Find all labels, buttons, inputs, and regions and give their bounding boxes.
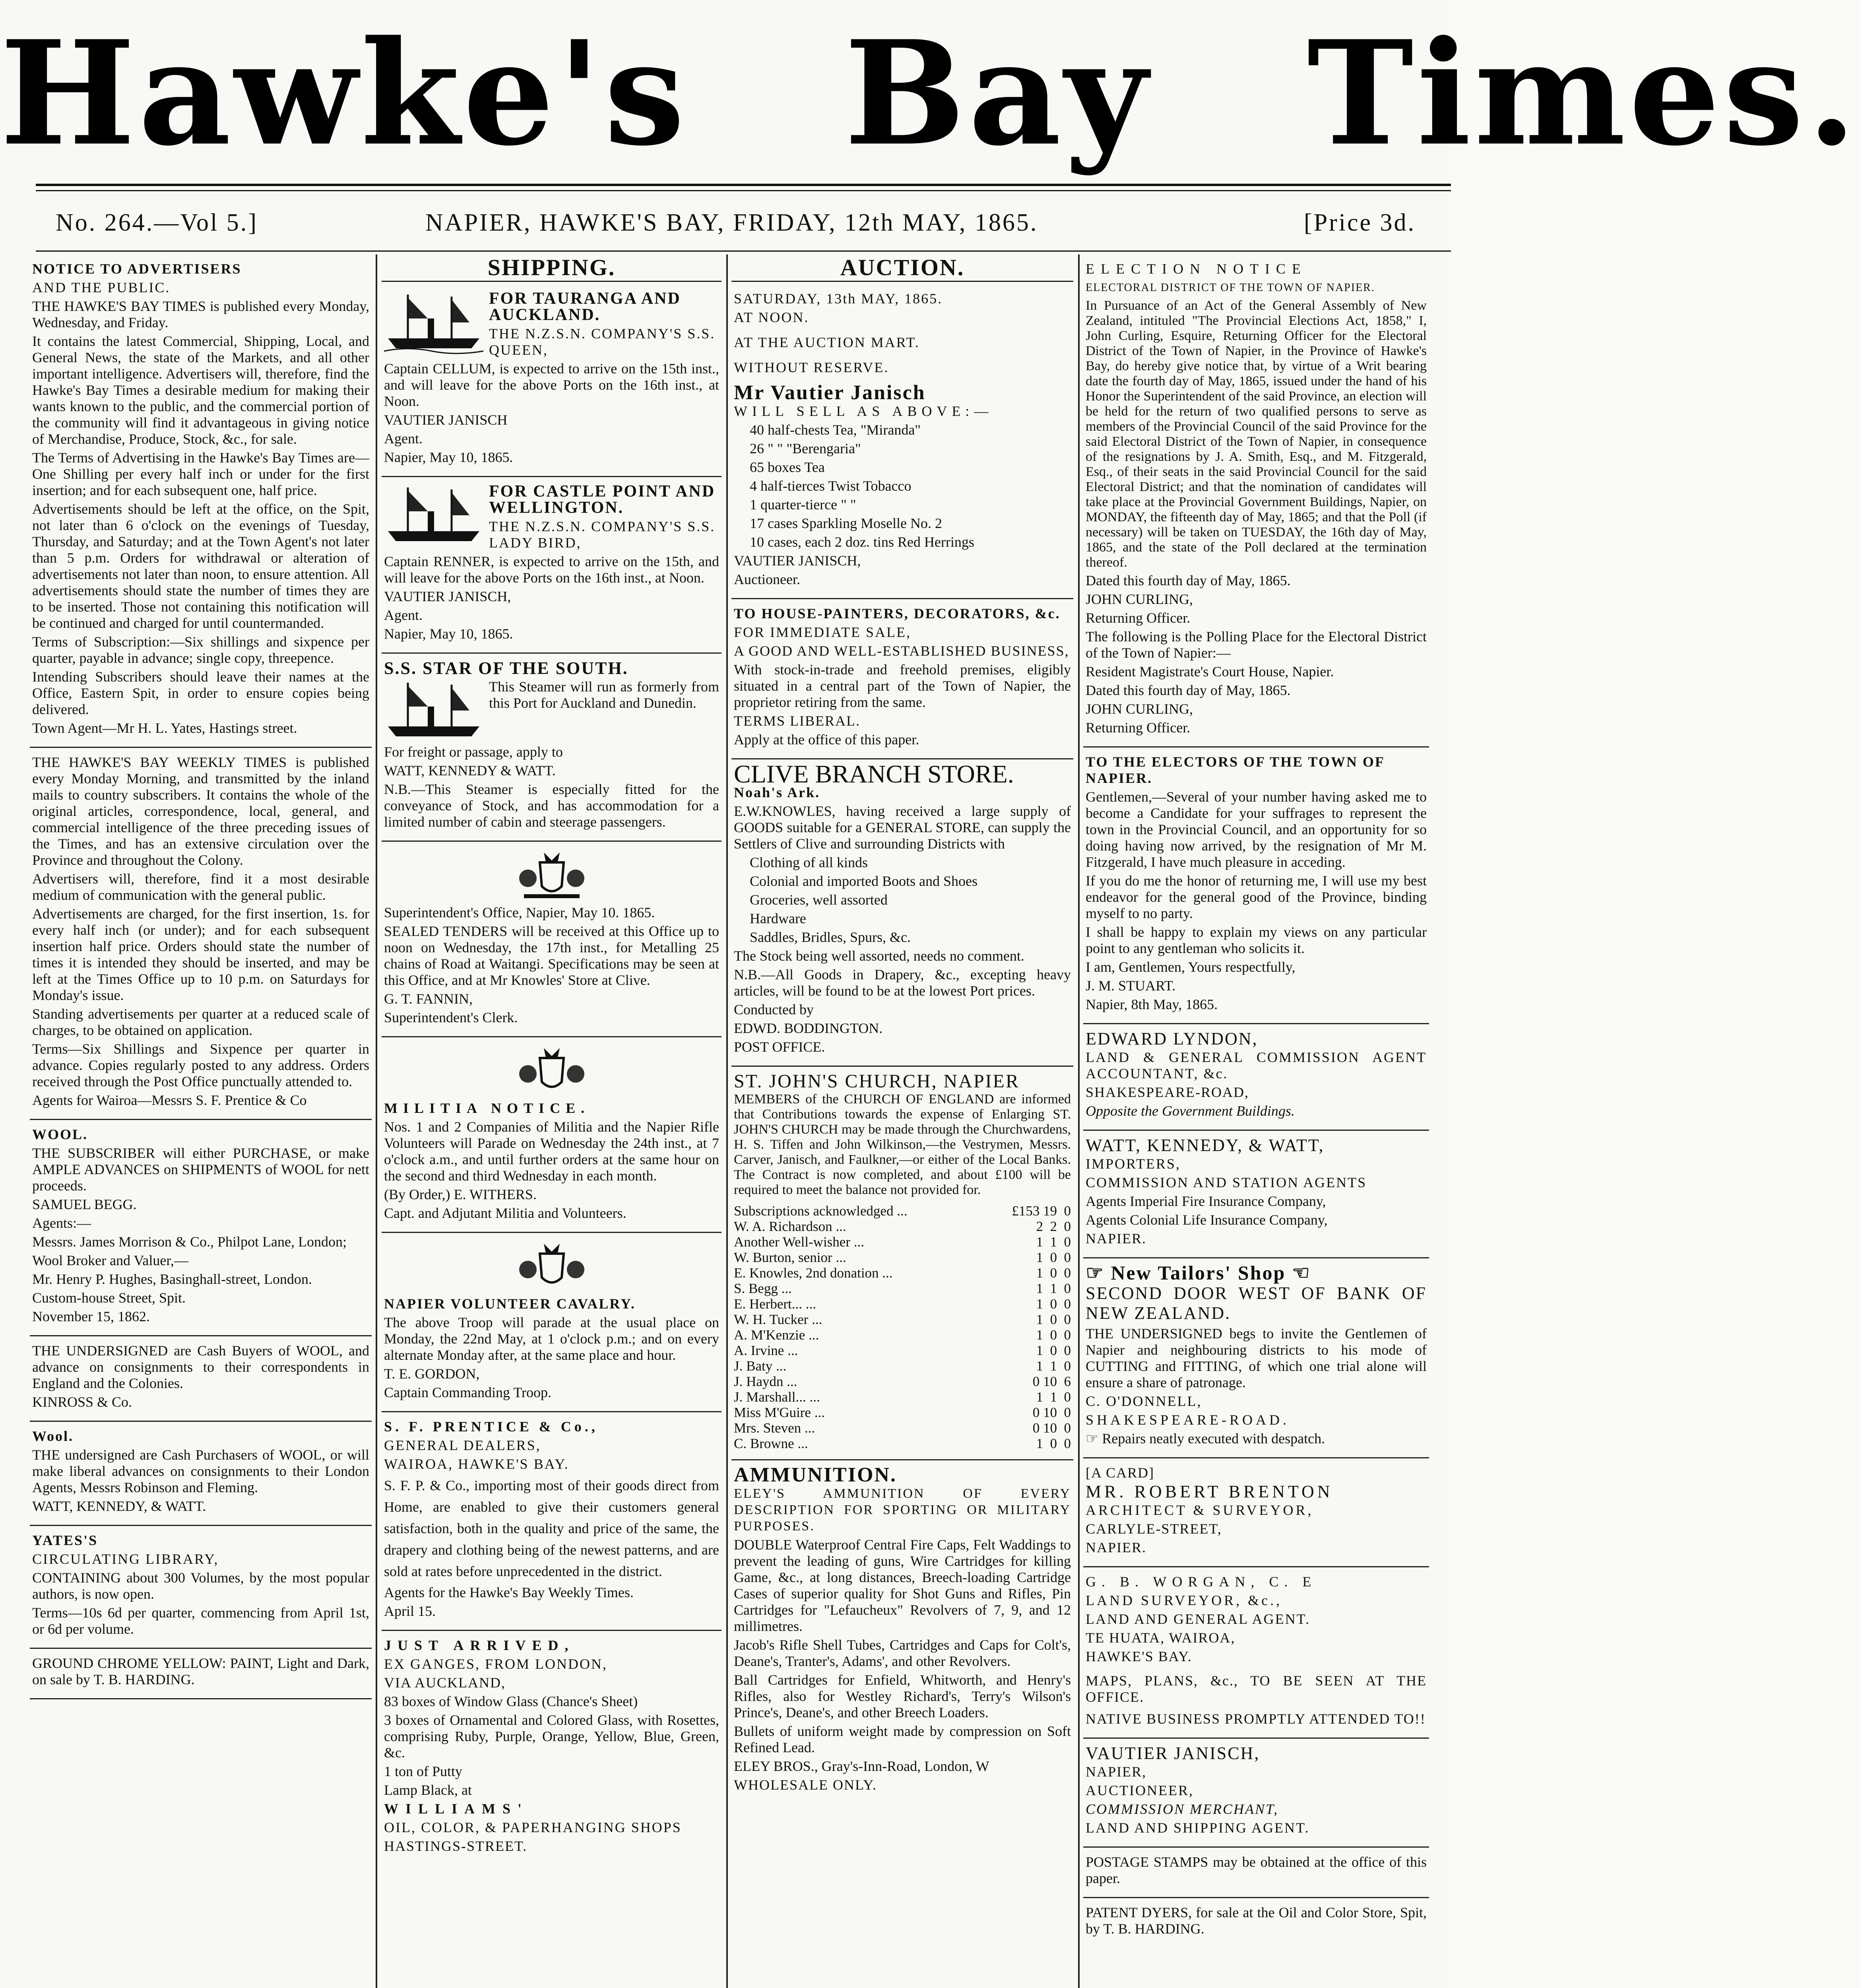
ad-extra-line: Messrs. James Morrison & Co., Philpot Lane, London; <box>32 1234 347 1250</box>
table-row <box>734 1374 1071 1389</box>
election-text2: The following is the Polling Place for the Electoral District of the Town of Napier:— <box>1086 629 1427 661</box>
ad-paragraph: THE undersigned are Cash Purchasers of WOOL, or will make liberal advances on consignments to their London Agents, Messrs Robinson and Fleming. <box>32 1447 369 1495</box>
prentice-date: April 15. <box>384 1603 436 1619</box>
janisch-line5: LAND AND SHIPPING AGENT. <box>1086 1820 1310 1836</box>
subscription-amount: 0 10 6 <box>1032 1374 1071 1389</box>
list-item: 4 half-tierces Twist Tobacco <box>750 478 912 494</box>
ad-heading: YATES'S <box>32 1532 98 1548</box>
brenton-line2: ARCHITECT & SURVEYOR, <box>1086 1502 1314 1518</box>
election-text: In Pursuance of an Act of the General Assembly of New Zealand, intituled "The Provincial Elections Act, 1858," I, John Curling, Esquire, Returning Officer for the Electoral District of the Town of Napier, in the Province of Hawke's Bay, do hereby give notice that, by virtue of a Writ bearing date the fourth day of May, 1865, issued under the hand of his Honor the Superintendent of the said Province, an election will be held for the return of two qualified persons to serve as members of the Provincial Council of the said Province for the said Electoral District of the Town of Napier, in consequence of the resignations by J. A. Smith, Esq., and M. Fitzgerald, Esq., of their seats in the said Provincial Council for the said Electoral District; and that the nomination of candidates will take place at the Provincial Government Buildings, Napier, on MONDAY, the fifteenth day of May, 1865; and that the Poll (if necessary) will be taken on TUESDAY, the 16th day of May, 1865, and the state of the Poll declared at the termination thereof. <box>1086 298 1427 570</box>
ship-title: FOR CASTLE POINT AND WELLINGTON. <box>489 482 716 517</box>
ship-date: Napier, May 10, 1865. <box>384 626 513 642</box>
ammo-paras <box>734 1537 1071 1774</box>
royal-crest-icon <box>512 850 592 902</box>
table-row <box>734 1389 1071 1405</box>
auction-role: Auctioneer. <box>734 571 800 587</box>
cavalry-sign: T. E. GORDON, <box>384 1366 480 1382</box>
auction-will-sell: WILL SELL AS ABOVE:— <box>734 403 993 419</box>
subscriber-name: A. Irvine ... <box>734 1343 798 1358</box>
subscription-amount: 1 0 0 <box>1036 1436 1071 1451</box>
ship-role: Agent. <box>384 607 423 623</box>
subscriber-name: Another Well-wisher ... <box>734 1234 864 1250</box>
ship-agent: VAUTIER JANISCH, <box>384 588 511 604</box>
list-item: Hardware <box>750 911 806 926</box>
clive-po: POST OFFICE. <box>734 1039 825 1055</box>
electors-text: Gentlemen,—Several of your number having asked me to become a Candidate for your suffrages to represent the town in the Provincial Council, and an opportunity for so doing having now arrived, by the resignation of Mr M. Fitzgerald, I have much pleasure in acceding. <box>1086 789 1427 870</box>
auction-auctioneer: Mr Vautier Janisch <box>734 381 926 404</box>
ad-church <box>731 1067 1073 1460</box>
subscription-amount: 1 0 0 <box>1036 1327 1071 1343</box>
price: [Price 3d. <box>1304 209 1416 236</box>
ad-paragraph: Standing advertisements per quarter at a reduced scale of charges, to be obtained on application. <box>32 1006 369 1038</box>
clive-sub: Noah's Ark. <box>734 784 820 800</box>
watt-line3: COMMISSION AND STATION AGENTS <box>1086 1175 1367 1190</box>
ship-vessel: THE N.Z.S.N. COMPANY'S S.S. LADY BIRD, <box>489 518 716 551</box>
table-row <box>734 1234 1071 1250</box>
tailor-road: SHAKESPEARE-ROAD. <box>1086 1412 1290 1428</box>
electors-sign: J. M. STUART. <box>1086 978 1176 994</box>
ad-notice <box>30 1526 372 1649</box>
subscriber-name: W. H. Tucker ... <box>734 1312 822 1327</box>
ad-notice <box>30 1649 372 1699</box>
auction-heading: AUCTION. <box>731 254 1073 282</box>
prentice-text: S. F. P. & Co., importing most of their goods direct from Home, are enabled to give their customers general satisfaction, both in the quality and price of the same, the drapery and clothing being of the newest patterns, and are sold at rates before unprecedented in the district. <box>384 1477 719 1579</box>
list-item: Jacob's Rifle Shell Tubes, Cartridges and Caps for Colt's, Deane's, Tranter's, Adams', and other Revolvers. <box>734 1637 1071 1669</box>
ad-notice <box>30 748 372 1120</box>
ship-apply: For freight or passage, apply to <box>384 744 563 760</box>
ad-just-arrived <box>382 1631 722 1865</box>
list-item: Groceries, well assorted <box>750 892 888 908</box>
subscription-amount: 1 1 0 <box>1036 1389 1071 1405</box>
table-row <box>734 1203 1071 1219</box>
tailor-line2: SECOND DOOR WEST OF BANK OF NEW ZEALAND. <box>1086 1283 1427 1323</box>
ad-paragraph: Terms—Six Shillings and Sixpence per quarter in advance. Copies regularly posted to any address. Orders received through the Post Office punctually attended to. <box>32 1041 369 1089</box>
table-row <box>734 1358 1071 1374</box>
arrived-items <box>384 1693 719 1798</box>
ad-paragraph: GROUND CHROME YELLOW: PAINT, Light and Dark, on sale by T. B. HARDING. <box>32 1655 369 1687</box>
subscriber-name: W. A. Richardson ... <box>734 1219 846 1234</box>
arrived-line1: EX GANGES, FROM LONDON, <box>384 1656 608 1672</box>
arrived-line2: VIA AUCKLAND, <box>384 1675 506 1691</box>
list-item: Bullets of uniform weight made by compression on Soft Refined Lead. <box>734 1723 1071 1755</box>
ad-paragraph: Terms of Subscription:—Six shillings and sixpence per quarter, payable in advance; single copy, threepence. <box>32 634 369 666</box>
tailor-title: ☞ New Tailors' Shop ☜ <box>1086 1262 1311 1284</box>
ad-stamps <box>1083 1848 1429 1898</box>
painters-title: TO HOUSE-PAINTERS, DECORATORS, &c. <box>734 606 1061 621</box>
tender-text: SEALED TENDERS will be received at this Office up to noon on Wednesday, the 17th inst., for Metalling 25 chains of Road at Waitangi. Specifications may be seen at this Office, and at Mr Knowles' Store at Clive. <box>384 923 719 988</box>
watt-name: WATT, KENNEDY, & WATT, <box>1086 1136 1325 1155</box>
table-row <box>734 1343 1071 1358</box>
list-item: Clothing of all kinds <box>750 854 868 870</box>
table-row <box>734 1219 1071 1234</box>
brenton-line3: CARLYLE-STREET, <box>1086 1521 1222 1537</box>
watt-line4: Agents Imperial Fire Insurance Company, <box>1086 1193 1326 1209</box>
auction-mart: AT THE AUCTION MART. <box>734 334 920 350</box>
list-item: Lamp Black, at <box>384 1782 472 1798</box>
ad-paragraph: Town Agent—Mr H. L. Yates, Hastings street. <box>32 720 297 736</box>
masthead: Hawke's Bay Times. <box>0 9 1860 177</box>
ad-castle-point <box>382 477 722 654</box>
ship-text: This Steamer will run as formerly from this Port for Auckland and Dunedin. <box>489 679 719 711</box>
auction-items <box>734 422 1071 550</box>
ad-vautier-janisch <box>1083 1739 1429 1848</box>
ad-electors <box>1083 747 1429 1024</box>
ad-tailors <box>1083 1258 1429 1458</box>
lyndon-name: EDWARD LYNDON, <box>1086 1029 1258 1048</box>
subscription-amount: 0 10 0 <box>1032 1405 1071 1420</box>
column-4 <box>1083 254 1429 1988</box>
painters-biz: A GOOD AND WELL-ESTABLISHED BUSINESS, <box>734 643 1069 659</box>
table-row <box>734 1327 1071 1343</box>
list-item: DOUBLE Waterproof Central Fire Caps, Felt Waddings to prevent the leading of guns, Wire Cartridges for killing Game, &c., at long distances, Breech-loading Cartridge Cases of superior quality for Shot Guns and Rifles, Pin Cartridges for "Lefaucheux" Revolvers of 7, 9, and 12 millimetres. <box>734 1537 1071 1634</box>
ad-paragraph: Advertisements are charged, for the first insertion, 1s. for every half inch (or under); and for each subsequent insertion half price. Orders should state the number of times it is intended they should be inserted, and may be left at the Times Office up to 10 p.m. on Saturdays for Monday's issue. <box>32 906 369 1003</box>
subscriber-name: J. Marshall... ... <box>734 1389 820 1405</box>
watt-line6: NAPIER. <box>1086 1231 1147 1246</box>
ad-signature: SAMUEL BEGG. <box>32 1196 137 1212</box>
watt-line2: IMPORTERS, <box>1086 1156 1181 1172</box>
list-item: 26 " " "Berengaria" <box>750 441 861 456</box>
election-dated2: Dated this fourth day of May, 1865. <box>1086 682 1291 698</box>
list-item: 3 boxes of Ornamental and Colored Glass, with Rosettes, comprising Ruby, Purple, Orange, Yellow, Blue, Green, &c. <box>384 1712 719 1761</box>
clive-sign: EDWD. BODDINGTON. <box>734 1020 883 1036</box>
ship-vessel: THE N.Z.S.N. COMPANY'S S.S. QUEEN, <box>489 326 716 358</box>
lyndon-line3: SHAKESPEARE-ROAD, <box>1086 1084 1249 1100</box>
ad-paragraph: CONTAINING about 300 Volumes, by the most popular authors, is now open. <box>32 1570 369 1602</box>
subscription-amount: 2 2 0 <box>1036 1219 1071 1234</box>
worgan-line6: MAPS, PLANS, &c., TO BE SEEN AT THE OFFICE. <box>1086 1673 1427 1705</box>
ad-paragraph: It contains the latest Commercial, Shipping, Local, and General News, the state of the Markets, and all other important intelligence. Advertisers will, therefore, find the Hawke's Bay Times a desirable medium for making their wants known to the public, and the commercial portion of the community will find it advantageous in giving notice of Merchandise, Produce, Stock, &c., for sale. <box>32 333 369 447</box>
ad-notice <box>30 254 372 748</box>
lyndon-line4: Opposite the Government Buildings. <box>1086 1103 1295 1119</box>
ad-paragraph: THE UNDERSIGNED are Cash Buyers of WOOL, and advance on consignments to their correspondents in England and the Colonies. <box>32 1343 369 1391</box>
ad-paragraph: Advertisers will, therefore, find it a most desirable medium of communication with the general public. <box>32 871 369 903</box>
prentice-line2: GENERAL DEALERS, <box>384 1437 541 1453</box>
subscription-amount: 1 1 0 <box>1036 1281 1071 1296</box>
ad-notice <box>30 1422 372 1526</box>
table-row <box>734 1405 1071 1420</box>
ad-subheading: AND THE PUBLIC. <box>32 280 171 295</box>
table-row <box>734 1420 1071 1436</box>
militia-sign: (By Order,) E. WITHERS. <box>384 1186 537 1202</box>
election-sign: JOHN CURLING, <box>1086 591 1193 607</box>
subscription-amount: 0 10 0 <box>1032 1420 1071 1436</box>
watt-line5: Agents Colonial Life Insurance Company, <box>1086 1212 1328 1228</box>
electors-text2: If you do me the honor of returning me, I will use my best endeavor for the general good of the Province, binding myself to no party. <box>1086 873 1427 921</box>
janisch-name: VAUTIER JANISCH, <box>1086 1743 1260 1763</box>
ad-election <box>1083 254 1429 747</box>
worgan-line2: LAND SURVEYOR, &c., <box>1086 1592 1282 1608</box>
subscription-amount: 1 1 0 <box>1036 1234 1071 1250</box>
column-rule <box>726 254 728 1988</box>
ad-extra-line: Agents:— <box>32 1215 91 1231</box>
subscriber-name: W. Burton, senior ... <box>734 1250 846 1265</box>
ad-watt-kennedy <box>1083 1131 1429 1258</box>
ad-extra-line: Custom-house Street, Spit. <box>32 1290 186 1306</box>
list-item: Saddles, Bridles, Spurs, &c. <box>750 929 911 945</box>
table-row <box>734 1250 1071 1265</box>
tailor-repairs: ☞ Repairs neatly executed with despatch. <box>1086 1431 1325 1446</box>
ship-text: Captain CELLUM, is expected to arrive on the 15th inst., and will leave for the above Ports on the 16th inst., at Noon. <box>384 361 719 409</box>
ship-agent: VAUTIER JANISCH <box>384 412 508 428</box>
clive-cond: Conducted by <box>734 1002 814 1017</box>
election-text3: Resident Magistrate's Court House, Napier. <box>1086 664 1334 679</box>
dateline-rule <box>36 250 1451 252</box>
worgan-name: G. B. WORGAN, C. E <box>1086 1574 1317 1590</box>
arrived-shop2: OIL, COLOR, & PAPERHANGING SHOPS <box>384 1819 682 1835</box>
ad-cavalry <box>382 1233 722 1412</box>
ad-worgan <box>1083 1567 1429 1739</box>
ad-brenton <box>1083 1458 1429 1567</box>
electors-title: TO THE ELECTORS OF THE TOWN OF NAPIER. <box>1086 754 1385 786</box>
janisch-line3: AUCTIONEER, <box>1086 1782 1194 1798</box>
ad-paragraph: Terms—10s 6d per quarter, commencing from April 1st, or 6d per volume. <box>32 1605 369 1637</box>
electors-close: I am, Gentlemen, Yours respectfully, <box>1086 959 1296 975</box>
subscriber-name: Miss M'Guire ... <box>734 1405 825 1420</box>
arrived-street: HASTINGS-STREET. <box>384 1838 528 1854</box>
ad-notice <box>30 1336 372 1422</box>
ad-lyndon <box>1083 1024 1429 1131</box>
ad-paragraph: Agents for Wairoa—Messrs S. F. Prentice & Co <box>32 1092 307 1108</box>
militia-role: Capt. and Adjutant Militia and Volunteers. <box>384 1205 626 1221</box>
ad-paragraph: Intending Subscribers should leave their names at the Office, Eastern Spit, in order to ensure copies being delivered. <box>32 669 369 717</box>
ad-tenders <box>382 842 722 1037</box>
election-sub: ELECTORAL DISTRICT OF THE TOWN OF NAPIER. <box>1086 282 1375 294</box>
ad-extra-line: November 15, 1862. <box>32 1309 150 1324</box>
auction-reserve: WITHOUT RESERVE. <box>734 359 889 375</box>
column-3 <box>731 254 1073 1988</box>
double-rule-top <box>36 184 1451 186</box>
table-row <box>734 1265 1071 1281</box>
ship-role: Agent. <box>384 431 423 447</box>
auction-date: SATURDAY, 13th MAY, 1865. <box>734 291 943 307</box>
ad-star-of-south <box>382 654 722 842</box>
electors-text3: I shall be happy to explain my views on any particular point to any gentleman who solicits it. <box>1086 924 1427 956</box>
subscription-amount: 1 1 0 <box>1036 1358 1071 1374</box>
ship-title: S.S. STAR OF THE SOUTH. <box>384 658 628 678</box>
list-item: ELEY BROS., Gray's-Inn-Road, London, W <box>734 1758 989 1774</box>
ad-paragraph: THE HAWKE'S BAY WEEKLY TIMES is published every Monday Morning, and transmitted by the inland mails to country subscribers. It contains the whole of the original articles, correspondence, local, general, and commercial intelligence of the three preceding issues of the Times, and has an extensive circulation over the Province and throughout the Colony. <box>32 754 369 868</box>
lyndon-line2: LAND & GENERAL COMMISSION AGENT ACCOUNTANT, &c. <box>1086 1049 1427 1081</box>
subscriber-name: J. Baty ... <box>734 1358 787 1374</box>
ship-agent: WATT, KENNEDY & WATT. <box>384 763 556 779</box>
painters-sale: FOR IMMEDIATE SALE, <box>734 624 912 640</box>
subscriber-name: A. M'Kenzie ... <box>734 1327 819 1343</box>
ad-militia <box>382 1037 722 1233</box>
ship-date: Napier, May 10, 1865. <box>384 449 513 465</box>
list-item: 10 cases, each 2 doz. tins Red Herrings <box>750 534 974 550</box>
royal-crest-icon <box>512 1242 592 1293</box>
tender-sign: G. T. FANNIN, <box>384 991 473 1007</box>
cavalry-text: The above Troop will parade at the usual place on Monday, the 22nd May, at 1 o'clock p.m.; and on every alternate Monday after, at the same place and hour. <box>384 1314 719 1363</box>
column-1 <box>30 254 372 1988</box>
ammo-title: AMMUNITION. <box>734 1464 897 1486</box>
janisch-line4: COMMISSION MERCHANT, <box>1086 1801 1279 1817</box>
ad-dyers <box>1083 1898 1429 1947</box>
list-item: 1 quarter-tierce " " <box>750 497 856 513</box>
brenton-card: [A CARD] <box>1086 1465 1155 1481</box>
ad-heading: NOTICE TO ADVERTISERS <box>32 261 242 277</box>
tender-office: Superintendent's Office, Napier, May 10. 1865. <box>384 905 655 920</box>
church-title: ST. JOHN'S CHURCH, NAPIER <box>734 1071 1020 1092</box>
ad-paragraph: Advertisements should be left at the office, on the Spit, not later than 6 o'clock on the evenings of Tuesday, Thursday, and Saturday; and at the Town Agent's not later than 5 p.m. Orders for withdrawal or alteration of advertisements not later than noon, to ensure attention. All advertisements should state the number of times they are to be inserted. Those not containing this notification will be continued and charged for until countermanded. <box>32 501 369 631</box>
janisch-line2: NAPIER, <box>1086 1764 1147 1780</box>
ad-extra-line: Wool Broker and Valuer,— <box>32 1252 188 1268</box>
dateline <box>40 209 1455 252</box>
electors-date: Napier, 8th May, 1865. <box>1086 996 1218 1012</box>
subscription-amount: 1 0 0 <box>1036 1265 1071 1281</box>
ad-extra-line: Mr. Henry P. Hughes, Basinghall-street, London. <box>32 1271 312 1287</box>
ship-title: FOR TAURANGA AND AUCKLAND. <box>489 289 681 324</box>
auction-sign: VAUTIER JANISCH, <box>734 553 861 569</box>
clive-text3: N.B.—All Goods in Drapery, &c., excepting heavy articles, will be found to be at the lowest Port prices. <box>734 967 1071 999</box>
list-item: 40 half-chests Tea, "Miranda" <box>750 422 921 438</box>
subscriber-name: Subscriptions acknowledged ... <box>734 1203 908 1219</box>
cavalry-role: Captain Commanding Troop. <box>384 1384 552 1400</box>
ship-text: Captain RENNER, is expected to arrive on the 15th, and will leave for the above Ports on the 16th inst., at Noon. <box>384 553 719 586</box>
ad-clive-store <box>731 759 1073 1067</box>
steamship-icon <box>384 679 483 742</box>
list-item: 83 boxes of Window Glass (Chance's Sheet) <box>384 1693 638 1709</box>
subscription-amount: 1 0 0 <box>1036 1312 1071 1327</box>
list-item: Colonial and imported Boots and Shoes <box>750 873 978 889</box>
ad-prentice <box>382 1412 722 1631</box>
prentice-title: S. F. PRENTICE & Co., <box>384 1419 598 1435</box>
subscriber-name: S. Begg ... <box>734 1281 792 1296</box>
clive-items <box>734 854 1071 945</box>
column-2 <box>382 254 722 1988</box>
ammo-wholesale: WHOLESALE ONLY. <box>734 1777 877 1793</box>
stamps-text: POSTAGE STAMPS may be obtained at the office of this paper. <box>1086 1854 1427 1886</box>
ad-heading: WOOL. <box>32 1126 88 1142</box>
list-item: 17 cases Sparkling Moselle No. 2 <box>750 515 942 531</box>
militia-text: Nos. 1 and 2 Companies of Militia and the Napier Rifle Volunteers will Parade on Wednesday the 24th inst., at 7 o'clock a.m., and until further orders at the same hour on the second and third Wednesday in each month. <box>384 1119 719 1184</box>
table-row <box>734 1312 1071 1327</box>
ad-paragraph: THE HAWKE'S BAY TIMES is published every Monday, Wednesday, and Friday. <box>32 298 369 330</box>
arrived-shop: WILLIAMS' <box>384 1801 529 1817</box>
list-item: 1 ton of Putty <box>384 1763 463 1779</box>
cavalry-title: NAPIER VOLUNTEER CAVALRY. <box>384 1296 636 1312</box>
subscriber-name: C. Browne ... <box>734 1436 808 1451</box>
ad-signature: WATT, KENNEDY, & WATT. <box>32 1498 206 1514</box>
militia-title: MILITIA NOTICE. <box>384 1100 590 1116</box>
election-role2: Returning Officer. <box>1086 720 1191 736</box>
election-sign2: JOHN CURLING, <box>1086 701 1193 717</box>
shipping-heading: SHIPPING. <box>382 254 722 282</box>
dateline-place: NAPIER, HAWKE'S BAY, FRIDAY, 12th MAY, 1865. <box>425 209 1038 236</box>
subscriber-name: E. Knowles, 2nd donation ... <box>734 1265 893 1281</box>
painters-text: With stock-in-trade and freehold premises, eligibly situated in a central part of the Town of Napier, the proprietor retiring from the same. <box>734 662 1071 710</box>
ad-subheading: CIRCULATING LIBRARY, <box>32 1551 219 1567</box>
ad-tauranga <box>382 284 722 477</box>
tender-role: Superintendent's Clerk. <box>384 1010 518 1025</box>
ship-note: N.B.—This Steamer is especially fitted for the conveyance of Stock, and has accommodation for a limited number of cabin and steerage passengers. <box>384 781 719 830</box>
double-rule-bottom <box>36 190 1451 191</box>
brenton-line4: NAPIER. <box>1086 1540 1147 1555</box>
clive-text: E.W.KNOWLES, having received a large supply of GOODS suitable for a GENERAL STORE, can supply the Settlers of Clive and surrounding Districts with <box>734 803 1071 852</box>
ad-signature: KINROSS & Co. <box>32 1394 132 1410</box>
subscription-amount: £153 19 0 <box>1012 1203 1071 1219</box>
table-row <box>734 1281 1071 1296</box>
church-text: MEMBERS of the CHURCH OF ENGLAND are informed that Contributions towards the expense of Enlarging ST. JOHN'S CHURCH may be made through the Churchwardens, H. S. Tiffen and John Wilkinson,—the Vestrymen, Messrs. Carver, Janisch, and Faulkner,—or either of the Local Banks. The Contract is now completed, and about £100 will be required to meet the balance not provided for. <box>734 1092 1071 1197</box>
subscriber-name: J. Haydn ... <box>734 1374 797 1389</box>
subscription-amount: 1 0 0 <box>1036 1343 1071 1358</box>
subscriptions-list <box>734 1203 1071 1451</box>
election-role: Returning Officer. <box>1086 610 1191 626</box>
dyers-text: PATENT DYERS, for sale at the Oil and Color Store, Spit, by T. B. HARDING. <box>1086 1905 1427 1937</box>
steamship-icon <box>384 291 483 354</box>
tailor-sign: C. O'DONNELL, <box>1086 1393 1202 1409</box>
subscription-amount: 1 0 0 <box>1036 1250 1071 1265</box>
column-rule <box>376 254 377 1988</box>
list-item: 65 boxes Tea <box>750 459 825 475</box>
prentice-agents: Agents for the Hawke's Bay Weekly Times. <box>384 1584 634 1600</box>
ad-paragraph: THE SUBSCRIBER will either PURCHASE, or make AMPLE ADVANCES on SHIPMENTS of WOOL for nett proceeds. <box>32 1145 369 1194</box>
steamship-icon <box>384 483 483 547</box>
column-rule <box>1078 254 1080 1988</box>
painters-terms: TERMS LIBERAL. <box>734 713 861 729</box>
list-item: Ball Cartridges for Enfield, Whitworth, and Henry's Rifles, also for Westley Richard's, Terry's Wilson's Prince's, Deane's, and other Breech Loaders. <box>734 1672 1071 1720</box>
worgan-line7: NATIVE BUSINESS PROMPTLY ATTENDED TO!! <box>1086 1711 1426 1727</box>
table-row <box>734 1436 1071 1451</box>
clive-text2: The Stock being well assorted, needs no comment. <box>734 948 1024 964</box>
prentice-line3: WAIROA, HAWKE'S BAY. <box>384 1456 569 1472</box>
worgan-line3: LAND AND GENERAL AGENT. <box>1086 1611 1310 1627</box>
painters-apply: Apply at the office of this paper. <box>734 732 919 747</box>
brenton-name: MR. ROBERT BRENTON <box>1086 1482 1333 1501</box>
clive-title: CLIVE BRANCH STORE. <box>734 760 1014 788</box>
election-title: ELECTION NOTICE <box>1086 261 1307 277</box>
subscriber-name: E. Herbert... ... <box>734 1296 817 1312</box>
ad-paragraph: The Terms of Advertising in the Hawke's Bay Times are—One Shilling per every half inch or under for the first insertion; and for each subsequent one, half price. <box>32 450 369 498</box>
ammo-sub: ELEY'S AMMUNITION OF EVERY DESCRIPTION FOR SPORTING OR MILITARY PURPOSES. <box>734 1486 1071 1534</box>
ad-notice <box>30 1120 372 1336</box>
auction-noon: AT NOON. <box>734 309 809 325</box>
tailor-text: THE UNDERSIGNED begs to invite the Gentlemen of Napier and neighbouring districts to his mode of CUTTING and FITTING, of which one trial alone will ensure a share of patronage. <box>1086 1326 1427 1390</box>
ad-heading: Wool. <box>32 1428 74 1444</box>
worgan-line4: TE HUATA, WAIROA, <box>1086 1630 1235 1646</box>
arrived-title: JUST ARRIVED, <box>384 1637 575 1653</box>
royal-crest-icon <box>512 1046 592 1098</box>
subscription-amount: 1 0 0 <box>1036 1296 1071 1312</box>
subscriber-name: Mrs. Steven ... <box>734 1420 815 1436</box>
election-dated: Dated this fourth day of May, 1865. <box>1086 573 1291 588</box>
ad-auction <box>731 284 1073 599</box>
table-row <box>734 1296 1071 1312</box>
ad-ammunition <box>731 1460 1073 1804</box>
worgan-line5: HAWKE'S BAY. <box>1086 1648 1192 1664</box>
issue-number: No. 264.—Vol 5.] <box>56 209 258 236</box>
ad-painters <box>731 599 1073 759</box>
